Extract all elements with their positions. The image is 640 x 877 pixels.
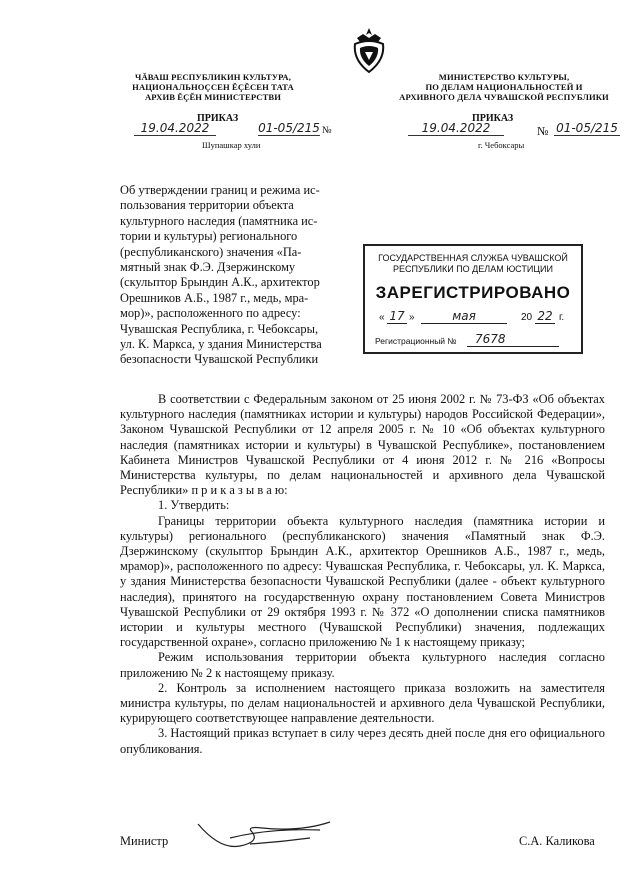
header-line: ПО ДЕЛАМ НАЦИОНАЛЬНОСТЕЙ И xyxy=(425,82,583,92)
stamp-day: 17 xyxy=(387,309,407,324)
order-subject xyxy=(120,183,346,368)
order-place-russian: г. Чебоксары xyxy=(478,140,525,150)
header-line: АРХИВНОГО ДЕЛА ЧУВАШСКОЙ РЕСПУБЛИКИ xyxy=(399,92,609,102)
subject-line: безопасности Чувашской Республики xyxy=(120,352,319,367)
order-title-chuvash: ПРИКАЗ xyxy=(197,113,239,124)
stamp-reg-label: Регистрационный № xyxy=(375,336,457,346)
signatory-name: С.А. Каликова xyxy=(519,834,595,848)
order-date-chuvash: 19.04.2022 xyxy=(134,121,216,136)
ministry-name-russian xyxy=(388,72,620,102)
header-line: ЧĂВАШ РЕСПУБЛИКИН КУЛЬТУРА, xyxy=(135,72,291,82)
order-number-russian: 01-05/215 xyxy=(554,121,620,136)
header-line: АРХИВ ĔÇĔН МИНИСТЕРСТВИ xyxy=(144,92,282,102)
header-line: МИНИСТЕРСТВО КУЛЬТУРЫ, xyxy=(438,72,570,82)
ministry-name-chuvash xyxy=(108,72,318,102)
body-paragraph: Границы территории объекта культурного наследия (памятника истории и культуры) регионального (республиканского) значения «Памятный знак Ф.Э. Дзержинскому (скульптор Брындин А.К., архитектор Орешников А.Б., 1987 г., медь, мрамор)», расположенного по адресу: Чувашская Республика, г. Чебоксары, ул. К. Маркса, у здания Министерства безопасности Чувашской Республики (далее - объект культурного наследия), принятого на государственную охрану постановлением Совета Министров Чувашской Республики от 29 октября 1993 г. № 372 «О дополнении списка памятников истории и культуры местного (Чувашской Республики) значения, подлежащих государственной охране», согласно приложению № 1 к настоящему приказу; xyxy=(120,513,605,650)
registration-stamp xyxy=(363,244,583,354)
stamp-registered-label: ЗАРЕГИСТРИРОВАНО xyxy=(375,283,571,302)
stamp-year-unit: г. xyxy=(559,312,565,323)
body-paragraph: В соответствии с Федеральным законом от 25 июня 2002 г. № 73-ФЗ «Об объектах культурного наследия (памятниках истории и культуры) народов Российской Федерации», Законом Чувашской Республики от 12 апреля 2005 г. № 10 «Об объектах культурного наследия (памятниках истории и культуры) в Чувашской Республике», постановлением Кабинета Министров Чувашской Республики от 4 июня 2012 г. № 216 «Вопросы Министерства культуры, по делам национальностей и архивного дела Чувашской Республики» п р и к а з ы в а ю: xyxy=(120,392,605,498)
stamp-month: мая xyxy=(421,309,507,324)
order-place-chuvash: Шупашкар хули xyxy=(202,140,261,150)
signature-mark xyxy=(190,808,340,858)
stamp-agency-line: РЕСПУБЛИКИ ПО ДЕЛАМ ЮСТИЦИИ xyxy=(393,264,553,274)
number-sign: № xyxy=(322,125,332,136)
subject-line: пользования территории объекта xyxy=(120,198,294,213)
stamp-quote-open: « xyxy=(379,312,385,323)
signatory-position: Министр xyxy=(120,834,169,848)
subject-line: Орешников А.Б., 1987 г., медь, мра- xyxy=(120,290,309,305)
header-line: НАЦИОНАЛЬНОÇСЕН ĔÇĔСЕН ТАТА xyxy=(132,82,294,92)
subject-line: мятный знак Ф.Э. Дзержинскому xyxy=(120,260,296,275)
subject-line: Об утверждении границ и режима ис- xyxy=(120,183,320,197)
order-date-russian: 19.04.2022 xyxy=(408,121,504,136)
subject-line: Чувашская Республика, г. Чебоксары, xyxy=(120,321,319,336)
subject-line: (республиканского) значения «Па- xyxy=(120,244,302,259)
body-paragraph: 2. Контроль за исполнением настоящего приказа возложить на заместителя министра культуры, по делам национальностей и архивного дела Чувашской Республики, курирующего соответствующее направление деятельности. xyxy=(120,680,605,726)
number-sign: № xyxy=(537,124,549,138)
order-body xyxy=(120,392,605,757)
body-paragraph: 3. Настоящий приказ вступает в силу через десять дней после дня его официального опубликования. xyxy=(120,726,605,756)
subject-line: культурного наследия (памятника ис- xyxy=(120,213,318,228)
stamp-quote-close: » xyxy=(409,312,415,323)
stamp-reg-number: 7678 xyxy=(467,332,559,347)
stamp-agency-line: ГОСУДАРСТВЕННАЯ СЛУЖБА ЧУВАШСКОЙ xyxy=(378,253,568,263)
subject-line: тории и культуры) регионального xyxy=(120,229,298,244)
emblem-icon xyxy=(349,26,389,74)
body-paragraph: Режим использования территории объекта культурного наследия согласно приложению № 2 к настоящему приказу. xyxy=(120,650,605,680)
subject-line: (скульптор Брындин А.К., архитектор xyxy=(120,275,320,290)
subject-line: мор)», расположенного по адресу: xyxy=(120,306,301,321)
order-title-russian: ПРИКАЗ xyxy=(472,113,514,124)
stamp-year-suffix: 22 xyxy=(535,309,555,324)
order-number-chuvash: 01-05/215 xyxy=(258,121,320,135)
body-paragraph: 1. Утвердить: xyxy=(158,498,230,513)
subject-line: ул. К. Маркса, у здания Министерства xyxy=(120,337,322,352)
stamp-year-prefix: 20 xyxy=(521,312,533,323)
